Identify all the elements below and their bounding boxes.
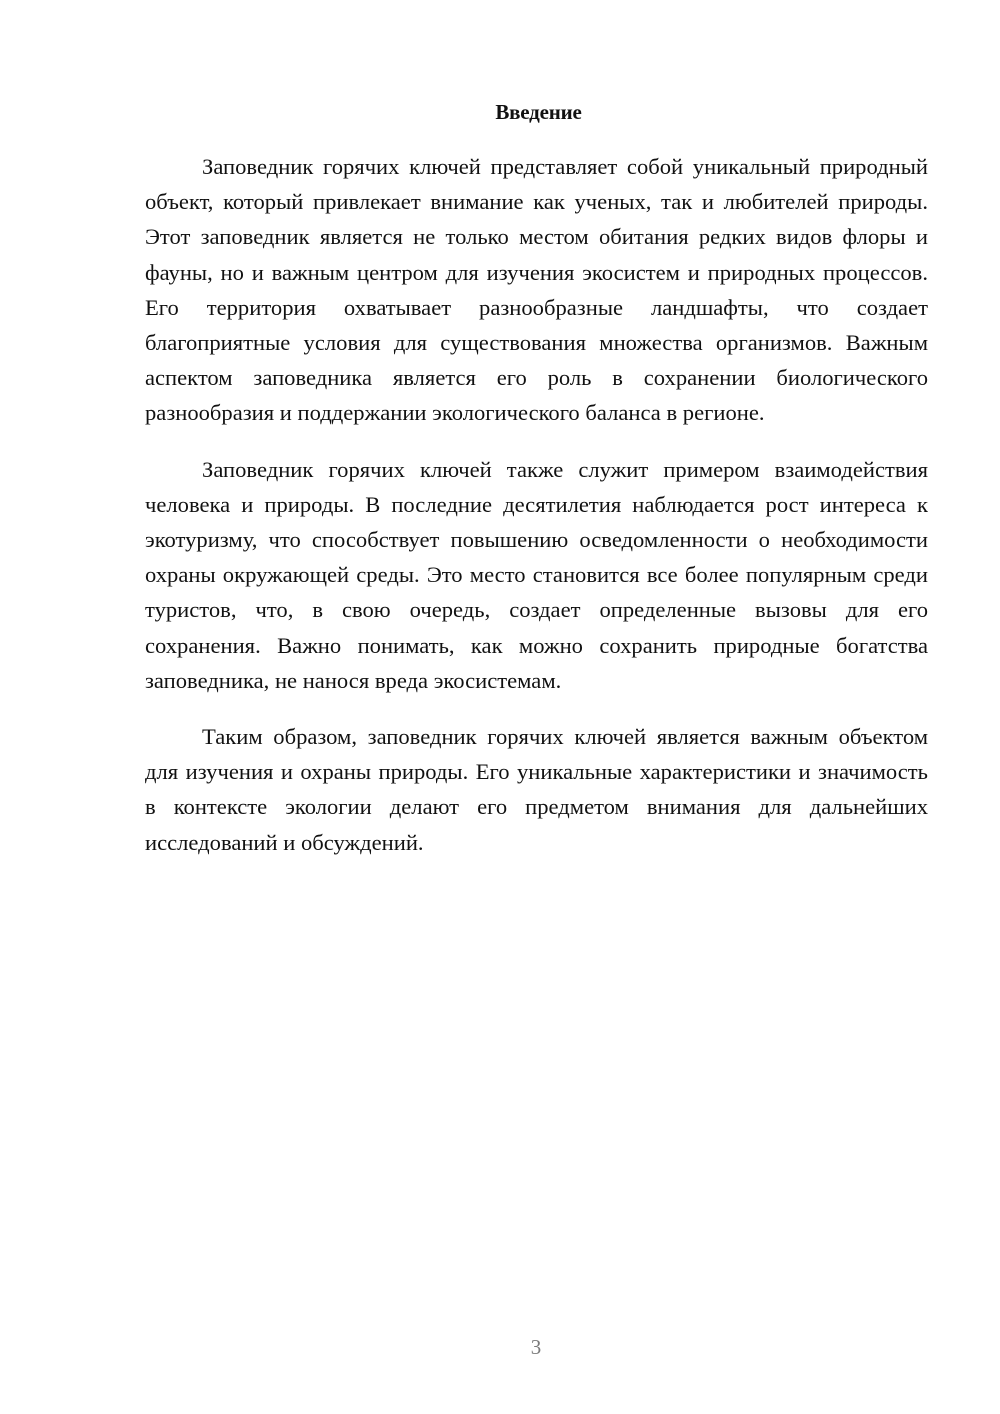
- page-content: [145, 97, 928, 881]
- paragraph-3: Таким образом, заповедник горячих ключей является важным объектом для изучения и охраны природы. Его уникальные характеристики и значимость в контексте экологии делают его предметом внимания для дальнейших исследований и обсуждений.: [145, 724, 928, 855]
- paragraph-1: Заповедник горячих ключей представляет собой уникальный природный объект, который привлекает внимание как ученых, так и любителей природы. Этот заповедник является не только местом обитания редких видов флоры и фауны, но и важным центром для изучения экосистем и природных процессов. Его территория охватывает разнообразные ландшафты, что создает благоприятные условия для существования множества организмов. Важным аспектом заповедника является его роль в сохранении биологического разнообразия и поддержании экологического баланса в регионе.: [145, 154, 928, 426]
- section-heading: Введение: [495, 100, 582, 124]
- paragraph-2: Заповедник горячих ключей также служит примером взаимодействия человека и природы. В последние десятилетия наблюдается рост интереса к экотуризму, что способствует повышению осведомленности о необходимости охраны окружающей среды. Это место становится все более популярным среди туристов, что, в свою очередь, создает определенные вызовы для его сохранения. Важно понимать, как можно сохранить природные богатства заповедника, не нанося вреда экосистемам.: [145, 456, 928, 693]
- page-number: 3: [530, 1335, 542, 1359]
